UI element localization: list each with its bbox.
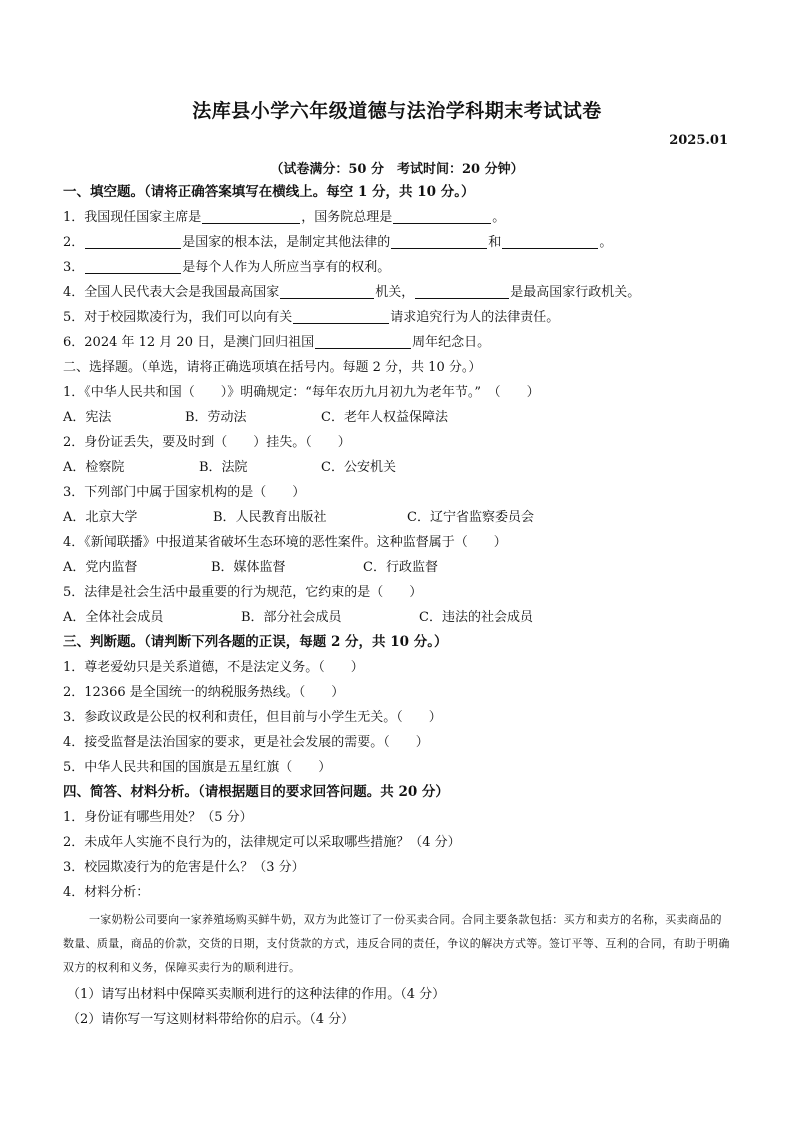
s4-question-3: 3．校园欺凌行为的危害是什么？（3 分） [63,860,305,875]
option-a[interactable]: A．党内监督 [63,560,138,575]
s1q2-text-d: 。 [599,235,613,250]
option-c[interactable]: C．违法的社会成员 [419,610,533,625]
s1-question-3 [63,255,733,280]
s2q2-text: 2．身份证丢失，要及时到（ ）挂失。（ ） [63,435,351,450]
s1-question-6 [63,330,733,355]
option-a[interactable]: A．宪法 [63,410,112,425]
option-a[interactable]: A．北京大学 [63,510,138,525]
option-b[interactable]: B．劳动法 [185,410,247,425]
section2-heading: 二、选择题。（单选，请将正确选项填在括号内。每题 2 分，共 10 分。） [63,360,482,375]
s2q2-options [63,455,733,480]
s2q5-options [63,605,733,630]
s1-question-5 [63,305,733,330]
s1-question-2 [63,230,733,255]
s1q4-text-a: 4．全国人民代表大会是我国最高国家 [63,285,280,300]
s2q1-text: 1．《中华人民共和国（ ）》明确规定：“每年农历九月初九为老年节。” （ ） [63,385,540,400]
option-b[interactable]: B．部分社会成员 [241,610,342,625]
answer-blank[interactable] [315,333,411,349]
option-c[interactable]: C．公安机关 [321,460,396,475]
s1q5-text-a: 5．对于校园欺凌行为，我们可以向有关 [63,310,293,325]
s1q5-text-b: 请求追究行为人的法律责任。 [390,310,560,325]
s1q4-text-b: 机关， [375,285,415,300]
material-passage: 一家奶粉公司要向一家养殖场购买鲜牛奶，双方为此签订了一份买卖合同。合同主要条款包括：买方和卖方的名称，买卖商品的数量、质量，商品的价款，交货的日期，支付货款的方式，违反合同的责任，争议的解决方式等。签订平等、互利的合同，有助于明确双方的权利和义务，保障买卖行为的顺利进行。 [63,913,730,974]
option-c[interactable]: C．老年人权益保障法 [321,410,448,425]
option-a[interactable]: A．检察院 [63,460,125,475]
s1-question-1 [63,205,733,230]
answer-blank[interactable] [85,233,181,249]
answer-blank[interactable] [391,233,487,249]
answer-blank[interactable] [280,283,374,299]
s3-question-2: 2．12366 是全国统一的纳税服务热线。（ ） [63,685,345,700]
exam-date: 2025.01 [669,133,728,148]
answer-blank[interactable] [293,308,389,324]
s3-question-4: 4．接受监督是法治国家的要求，更是社会发展的需要。（ ） [63,735,429,750]
s2q5-text: 5．法律是社会生活中最重要的行为规范，它约束的是（ ） [63,585,423,600]
s3-question-3: 3．参政议政是公民的权利和责任，但目前与小学生无关。（ ） [63,710,442,725]
option-c[interactable]: C．行政监督 [363,560,438,575]
s1q3-text-b: 是每个人作为人所应当享有的权利。 [182,260,391,275]
s1q6-text-b: 周年纪念日。 [412,335,491,350]
answer-blank[interactable] [502,233,598,249]
answer-blank[interactable] [85,258,181,274]
section4-heading: 四、简答、材料分析。（请根据题目的要求回答问题。共 20 分） [63,784,449,800]
option-b[interactable]: B．法院 [199,460,248,475]
s1q2-text-c: 和 [488,235,502,250]
exam-meta: （试卷满分：50 分 考试时间：20 分钟） [270,162,524,177]
s2q4-options [63,555,733,580]
s1q6-text-a: 6．2024 年 12 月 20 日，是澳门回归祖国 [63,335,315,350]
answer-blank[interactable] [415,283,509,299]
exam-title: 法库县小学六年级道德与法治学科期末考试试卷 [192,100,602,122]
s1q2-text-b: 是国家的根本法，是制定其他法律的 [182,235,391,250]
s1q1-text-c: 。 [492,210,506,225]
option-c[interactable]: C．辽宁省监察委员会 [407,510,534,525]
option-b[interactable]: B．媒体监督 [211,560,286,575]
s2q1-options [63,405,733,430]
answer-blank[interactable] [393,208,491,224]
option-b[interactable]: B．人民教育出版社 [213,510,327,525]
s1q3-text-a: 3． [63,260,85,275]
s4-question-2: 2．未成年人实施不良行为的，法律规定可以采取哪些措施？（4 分） [63,835,461,850]
s1q4-text-c: 是最高国家行政机关。 [510,285,641,300]
exam-content [63,180,733,1032]
s1q2-text-a: 2． [63,235,85,250]
s4-subquestion-1: （1）请写出材料中保障买卖顺利进行的这种法律的作用。（4 分） [67,987,446,1002]
s2q3-text: 3．下列部门中属于国家机构的是（ ） [63,485,306,500]
section3-heading: 三、判断题。（请判断下列各题的正误，每题 2 分，共 10 分。） [63,634,448,650]
answer-blank[interactable] [202,208,300,224]
s2q4-text: 4．《新闻联播》中报道某省破坏生态环境的恶性案件。这种监督属于（ ） [63,535,507,550]
s1q1-text-b: ，国务院总理是 [301,210,393,225]
section1-heading: 一、填空题。（请将正确答案填写在横线上。每空 1 分，共 10 分。） [63,184,475,200]
s3-question-1: 1．尊老爱幼只是关系道德，不是法定义务。（ ） [63,660,364,675]
option-a[interactable]: A．全体社会成员 [63,610,164,625]
s2q3-options [63,505,733,530]
s1-question-4 [63,280,733,305]
s4-question-1: 1．身份证有哪些用处？（5 分） [63,810,253,825]
s1q1-text-a: 1．我国现任国家主席是 [63,210,202,225]
s4-subquestion-2: （2）请你写一写这则材料带给你的启示。（4 分） [67,1012,355,1027]
s4-question-4: 4．材料分析： [63,885,150,900]
s3-question-5: 5．中华人民共和国的国旗是五星红旗（ ） [63,760,332,775]
